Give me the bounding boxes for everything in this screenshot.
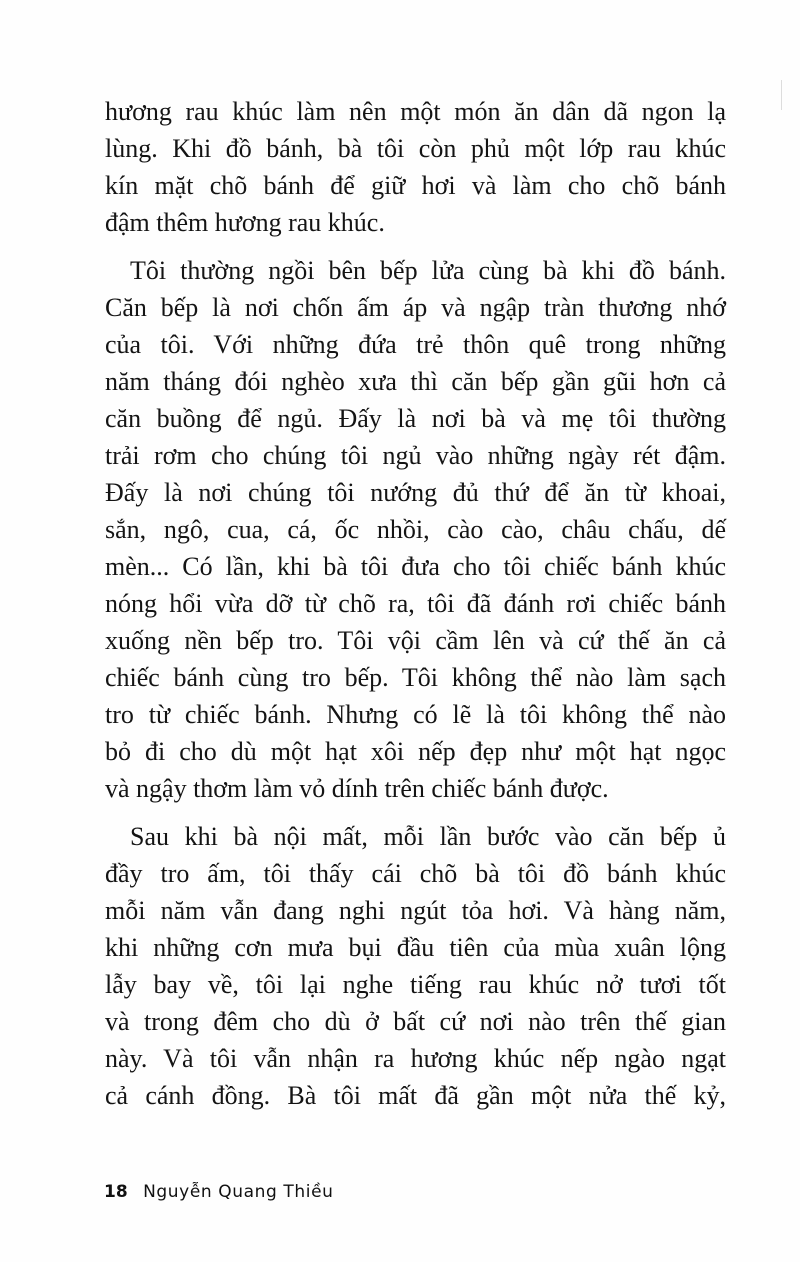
text-line: mèn... Có lần, khi bà tôi đưa cho tôi chiếc bánh khúc: [105, 552, 726, 581]
page-footer: [104, 1182, 334, 1202]
text-line: xuống nền bếp tro. Tôi vội cầm lên và cứ thế ăn cả: [105, 626, 726, 655]
text-line: Tôi thường ngồi bên bếp lửa cùng bà khi đồ bánh.: [130, 256, 726, 285]
text-line: Sau khi bà nội mất, mỗi lần bước vào căn bếp ủ: [130, 822, 726, 851]
paragraph: [105, 93, 726, 241]
scan-edge-mark: [781, 80, 782, 110]
text-line: và trong đêm cho dù ở bất cứ nơi nào trên thế gian: [105, 1007, 726, 1036]
text-line: khi những cơn mưa bụi đầu tiên của mùa xuân lộng: [105, 933, 726, 962]
text-line: trải rơm cho chúng tôi ngủ vào những ngày rét đậm.: [105, 441, 726, 470]
text-line: của tôi. Với những đứa trẻ thôn quê trong những: [105, 330, 726, 359]
text-line: hương rau khúc làm nên một món ăn dân dã ngon lạ: [105, 97, 726, 126]
text-line: và ngậy thơm làm vỏ dính trên chiếc bánh được.: [105, 774, 609, 803]
text-line: cả cánh đồng. Bà tôi mất đã gần một nửa thế kỷ,: [105, 1081, 726, 1110]
text-line: năm tháng đói nghèo xưa thì căn bếp gần gũi hơn cả: [105, 367, 726, 396]
text-line: kín mặt chõ bánh để giữ hơi và làm cho chõ bánh: [105, 171, 726, 200]
author-name: Nguyễn Quang Thiều: [143, 1182, 334, 1202]
text-line: sắn, ngô, cua, cá, ốc nhồi, cào cào, châu chấu, dế: [105, 515, 726, 544]
paragraph: [105, 818, 726, 1114]
body-text: [105, 93, 726, 1125]
text-line: tro từ chiếc bánh. Nhưng có lẽ là tôi không thể nào: [105, 700, 726, 729]
text-line: căn buồng để ngủ. Đấy là nơi bà và mẹ tôi thường: [105, 404, 726, 433]
text-line: nóng hổi vừa dỡ từ chõ ra, tôi đã đánh rơi chiếc bánh: [105, 589, 726, 618]
text-line: lùng. Khi đồ bánh, bà tôi còn phủ một lớp rau khúc: [105, 134, 726, 163]
text-line: lẫy bay về, tôi lại nghe tiếng rau khúc nở tươi tốt: [105, 970, 726, 999]
text-line: này. Và tôi vẫn nhận ra hương khúc nếp ngào ngạt: [105, 1044, 726, 1073]
text-line: mỗi năm vẫn đang nghi ngút tỏa hơi. Và hàng năm,: [105, 896, 726, 925]
text-line: đậm thêm hương rau khúc.: [105, 208, 385, 237]
page-number: 18: [104, 1182, 128, 1202]
paragraph: [105, 252, 726, 807]
text-line: bỏ đi cho dù một hạt xôi nếp đẹp như một hạt ngọc: [105, 737, 726, 766]
text-line: Đấy là nơi chúng tôi nướng đủ thứ để ăn từ khoai,: [105, 478, 726, 507]
text-line: Căn bếp là nơi chốn ấm áp và ngập tràn thương nhớ: [105, 293, 726, 322]
text-line: đầy tro ấm, tôi thấy cái chõ bà tôi đồ bánh khúc: [105, 859, 726, 888]
text-line: chiếc bánh cùng tro bếp. Tôi không thể nào làm sạch: [105, 663, 726, 692]
